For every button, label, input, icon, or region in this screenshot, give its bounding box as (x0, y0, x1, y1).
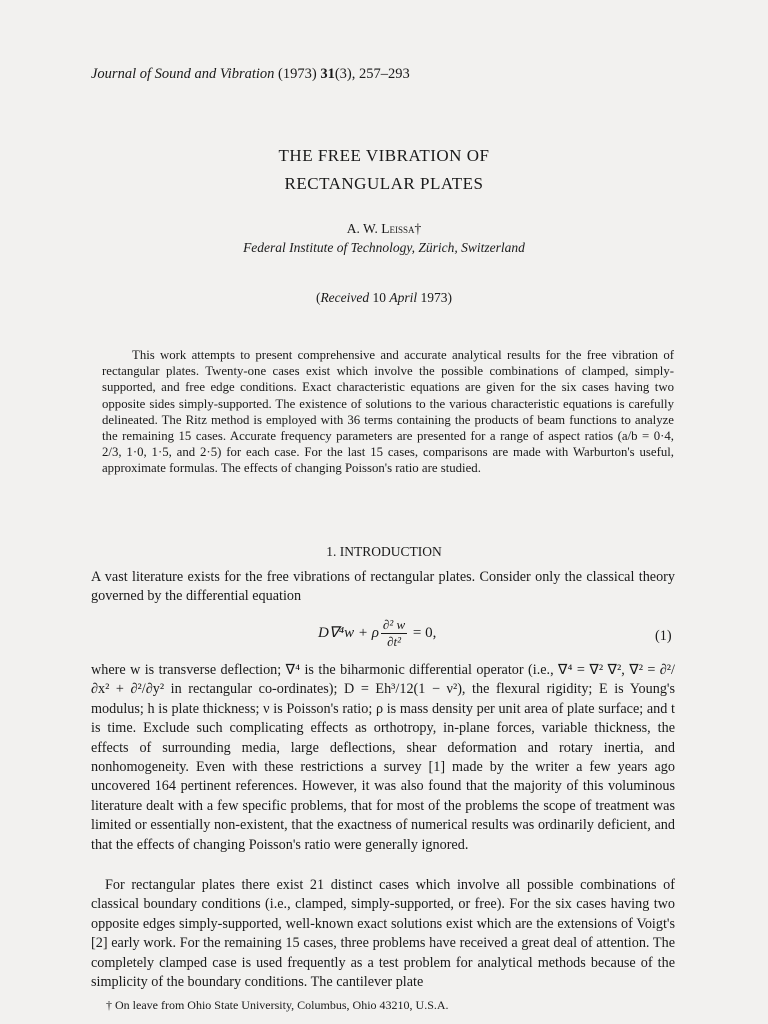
paper-title-line-1: THE FREE VIBRATION OF (278, 146, 490, 165)
author-footnote-mark: † (414, 221, 422, 236)
paragraph-2: where w is transverse deflection; ∇⁴ is the biharmonic differential operator (i.e., ∇⁴ = ∇² ∇², ∇² = ∂²/∂x² + ∂²/∂y² in rectangular co-ordinates); D = Eh³/12(1 − ν²), the flexural rigidity; E is Young's modulus; h is plate thickness; ν is Poisson's ratio; ρ is mass density per unit area of plate surface; and t is time. Exclude such complicating effects as orthotropy, in-plane forces, variable thickness, the effects of surrounding media, large deflections, shear deformation and rotary inertia, and nonhomogeneity. Even with these restrictions a survey [1] made by the writer a few years ago uncovered 164 pertinent references. However, it was also found that the majority of this voluminous literature dealt with a few specific problems, that for most of the problems the scope of treatment was limited or essentially non-existent, that the exactness of numerical results was ordinarily deficient, and that the effects of changing Poisson's ratio were generally ignored. (91, 662, 675, 853)
equation-expression (318, 617, 436, 650)
received-day: 10 (372, 290, 387, 305)
paragraph-1: A vast literature exists for the free vibrations of rectangular plates. Consider only the classical theory governed by the differential equation (91, 569, 675, 605)
footnote: † On leave from Ohio State University, Columbus, Ohio 43210, U.S.A. (106, 998, 449, 1012)
equation-denominator: ∂t² (387, 634, 402, 649)
received-month: April (389, 290, 418, 305)
author (0, 221, 768, 237)
equation-rhs: = 0, (412, 624, 437, 641)
equation-1 (0, 617, 768, 661)
author-initials: A. W. (346, 221, 378, 236)
received-label: Received (320, 290, 370, 305)
section-heading: 1. INTRODUCTION (326, 544, 442, 559)
received-year: 1973 (420, 290, 448, 305)
paper-title-line-2: RECTANGULAR PLATES (284, 174, 484, 193)
equation-number: (1) (655, 628, 672, 644)
journal-pages: 257–293 (359, 66, 410, 82)
journal-name: Journal of Sound and Vibration (91, 66, 275, 82)
equation-fraction (381, 617, 407, 650)
paragraph-3: For rectangular plates there exist 21 distinct cases which involve all possible combinations of classical boundary conditions (i.e., clamped, simply-supported, or free). For the six cases having two opposite edges simply-supported, well-known exact solutions exist which are the extensions of Voigt's [2] early work. For the remaining 15 cases, three problems have received a great deal of attention. The completely clamped case is used frequently as a test problem for analytical methods because of the simplicity of the boundary conditions. The cantilever plate (91, 877, 675, 991)
abstract: This work attempts to present comprehensive and accurate analytical results for the free vibration of rectangular plates. Twenty-one cases exist which involve the possible combinations of clamped, simply-supported, and free edge conditions. Exact characteristic equations are given for the six cases having two opposite sides simply-supported. The existence of solutions to the various characteristic equations is carefully delineated. The Ritz method is employed with 36 terms containing the products of beam functions to analyze the remaining 15 cases. Accurate frequency parameters are presented for a range of aspect ratios (a/b = 0·4, 2/3, 1·0, 1·5, and 2·5) for each case. For the last 15 cases, comparisons are made with Warburton's useful, approximate formulas. The effects of changing Poisson's ratio are studied. (102, 348, 674, 476)
journal-volume: 31 (320, 66, 335, 82)
journal-year: (1973) (278, 66, 317, 82)
author-affiliation: Federal Institute of Technology, Zürich, Switzerland (243, 240, 525, 255)
received-date: (Received 10 April 1973) (315, 290, 453, 305)
author-surname: Leissa (381, 221, 415, 236)
equation-lhs: D∇⁴w + ρ (318, 624, 379, 641)
journal-issue: (3), (334, 66, 356, 82)
journal-citation (91, 66, 410, 83)
equation-numerator: ∂² w (382, 617, 406, 632)
